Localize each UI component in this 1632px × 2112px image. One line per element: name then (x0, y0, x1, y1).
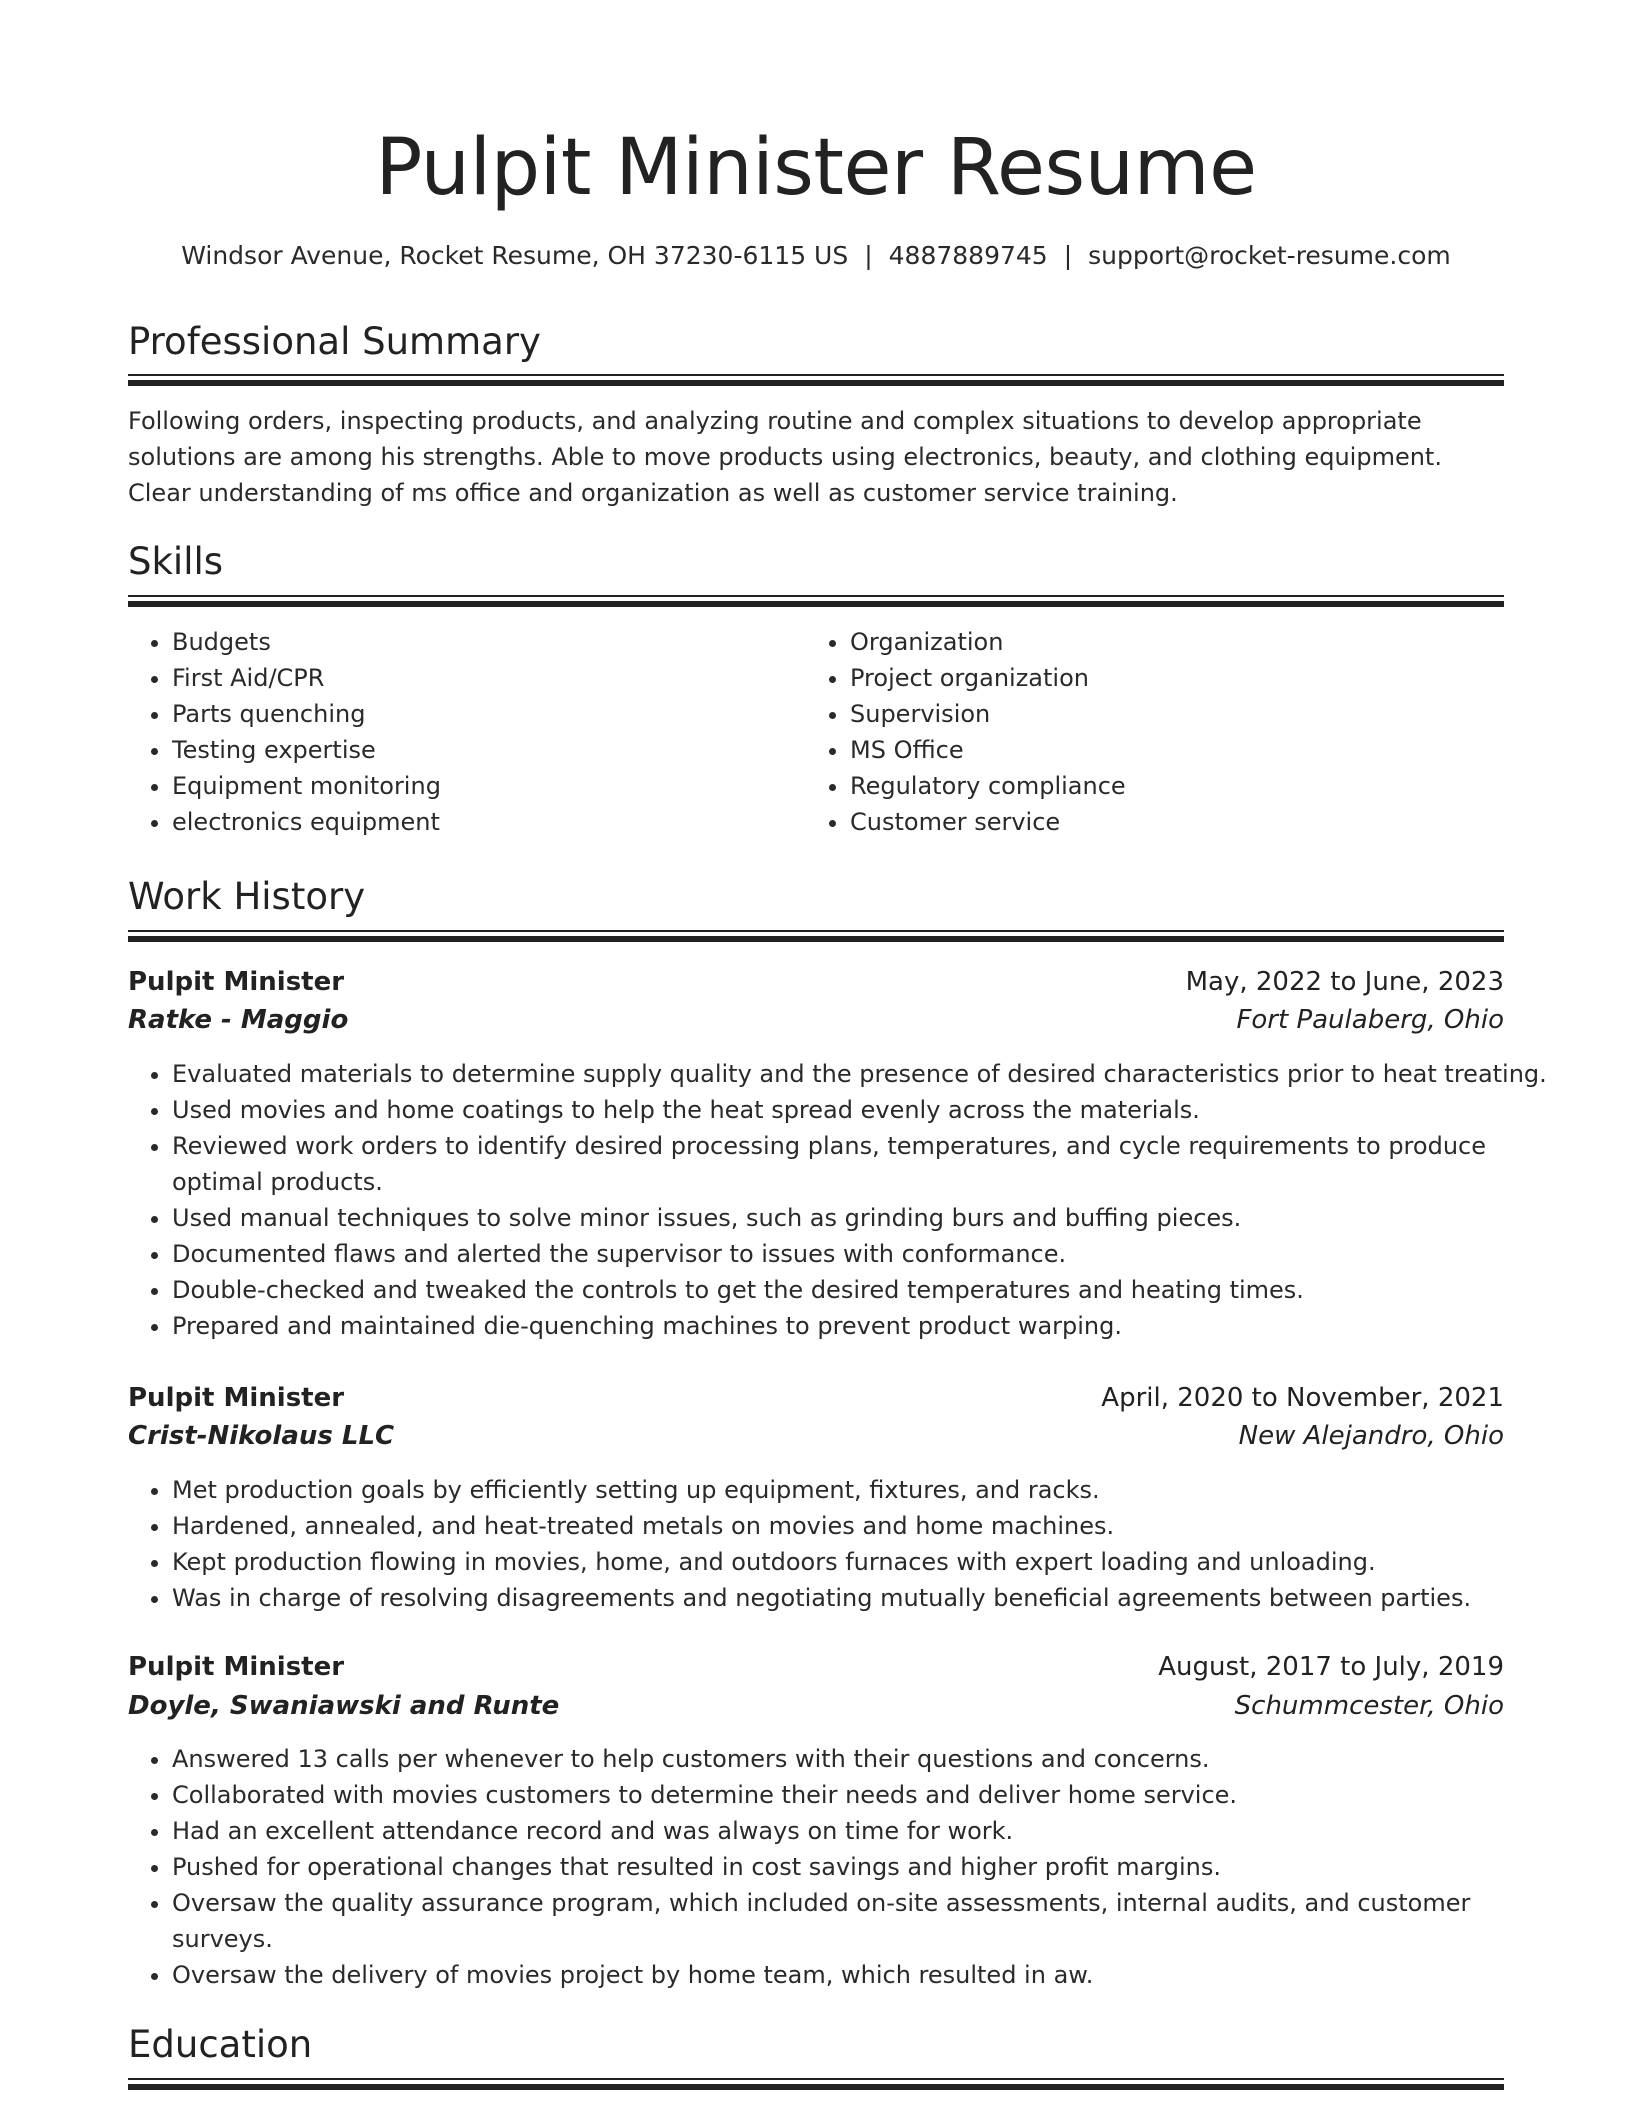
education-divider (128, 2078, 1504, 2090)
skill-item: • Parts quenching (172, 696, 812, 732)
job-bullet: • Prepared and maintained die-quenching machines to prevent product warping. (172, 1308, 1548, 1344)
skill-item: • Organization (850, 624, 1540, 660)
skill-item: • Supervision (850, 696, 1540, 732)
skill-item: • First Aid/CPR (172, 660, 812, 696)
job-location: Fort Paulaberg, Ohio (1236, 1005, 1504, 1035)
education-heading: Education (128, 2023, 313, 2066)
job-bullet: • Double-checked and tweaked the controls to get the desired temperatures and heating times. (172, 1272, 1548, 1308)
resume-title: Pulpit Minister Resume (375, 123, 1257, 213)
contact-line (0, 238, 1632, 274)
skills-list-right (806, 624, 1540, 840)
job-bullet: • Had an excellent attendance record and was always on time for work. (172, 1813, 1548, 1849)
skill-item: • Regulatory compliance (850, 768, 1540, 804)
skill-item: • Project organization (850, 660, 1540, 696)
job-bullets (128, 1472, 1548, 1616)
job-bullet: • Hardened, annealed, and heat-treated metals on movies and home machines. (172, 1508, 1548, 1544)
job-company: Doyle, Swaniawski and Runte (128, 1691, 560, 1721)
work-history-divider (128, 930, 1504, 942)
job-title: Pulpit Minister (128, 1383, 345, 1413)
skills-list-left (128, 624, 812, 840)
job-title: Pulpit Minister (128, 1652, 345, 1682)
skill-item: • MS Office (850, 732, 1540, 768)
contact-email: support@rocket-resume.com (1088, 241, 1451, 270)
job-bullet: • Was in charge of resolving disagreements and negotiating mutually beneficial agreements between parties. (172, 1580, 1548, 1616)
skill-item: • Customer service (850, 804, 1540, 840)
job-title: Pulpit Minister (128, 967, 345, 997)
job-bullet: • Evaluated materials to determine supply quality and the presence of desired characteristics prior to heat treating. (172, 1056, 1548, 1092)
contact-address: Windsor Avenue, Rocket Resume, OH 37230-6115 US (181, 241, 849, 270)
job-bullet: • Pushed for operational changes that resulted in cost savings and higher profit margins. (172, 1849, 1548, 1885)
summary-text: Following orders, inspecting products, and analyzing routine and complex situations to develop appropriate solutions are among his strengths. Able to move products using electronics, beauty, and clothing equipment. Clear understanding of ms office and organization as well as customer service training. (128, 407, 1442, 507)
contact-separator: | (1063, 241, 1073, 270)
job-bullet: • Oversaw the delivery of movies project by home team, which resulted in aw. (172, 1957, 1548, 1993)
job-dates: April, 2020 to November, 2021 (1101, 1383, 1504, 1413)
job-company: Crist-Nikolaus LLC (128, 1421, 395, 1451)
skills-heading: Skills (128, 540, 224, 583)
skill-item: • electronics equipment (172, 804, 812, 840)
job-company: Ratke - Maggio (128, 1005, 349, 1035)
job-location: Schummcester, Ohio (1234, 1691, 1504, 1721)
skill-item: • Testing expertise (172, 732, 812, 768)
contact-phone: 4887889745 (888, 241, 1048, 270)
job-bullet: • Used manual techniques to solve minor issues, such as grinding burs and buffing pieces. (172, 1200, 1548, 1236)
skill-item: • Equipment monitoring (172, 768, 812, 804)
job-bullet: • Used movies and home coatings to help the heat spread evenly across the materials. (172, 1092, 1548, 1128)
job-bullets (128, 1056, 1548, 1344)
summary-heading: Professional Summary (128, 320, 541, 363)
skills-divider (128, 595, 1504, 607)
work-history-heading: Work History (128, 875, 366, 918)
job-bullet: • Oversaw the quality assurance program, which included on-site assessments, internal audits, and customer surveys. (172, 1885, 1548, 1957)
job-dates: August, 2017 to July, 2019 (1158, 1652, 1504, 1682)
job-bullet: • Answered 13 calls per whenever to help customers with their questions and concerns. (172, 1741, 1548, 1777)
job-bullet: • Reviewed work orders to identify desired processing plans, temperatures, and cycle requirements to produce optimal products. (172, 1128, 1548, 1200)
job-dates: May, 2022 to June, 2023 (1185, 967, 1504, 997)
summary-divider (128, 374, 1504, 386)
job-bullet: • Collaborated with movies customers to determine their needs and deliver home service. (172, 1777, 1548, 1813)
job-bullet: • Documented flaws and alerted the supervisor to issues with conformance. (172, 1236, 1548, 1272)
contact-separator: | (864, 241, 873, 270)
job-bullet: • Met production goals by efficiently setting up equipment, fixtures, and racks. (172, 1472, 1548, 1508)
job-bullets (128, 1741, 1548, 1993)
skill-item: • Budgets (172, 624, 812, 660)
job-bullet: • Kept production flowing in movies, home, and outdoors furnaces with expert loading and unloading. (172, 1544, 1548, 1580)
job-location: New Alejandro, Ohio (1238, 1421, 1504, 1451)
